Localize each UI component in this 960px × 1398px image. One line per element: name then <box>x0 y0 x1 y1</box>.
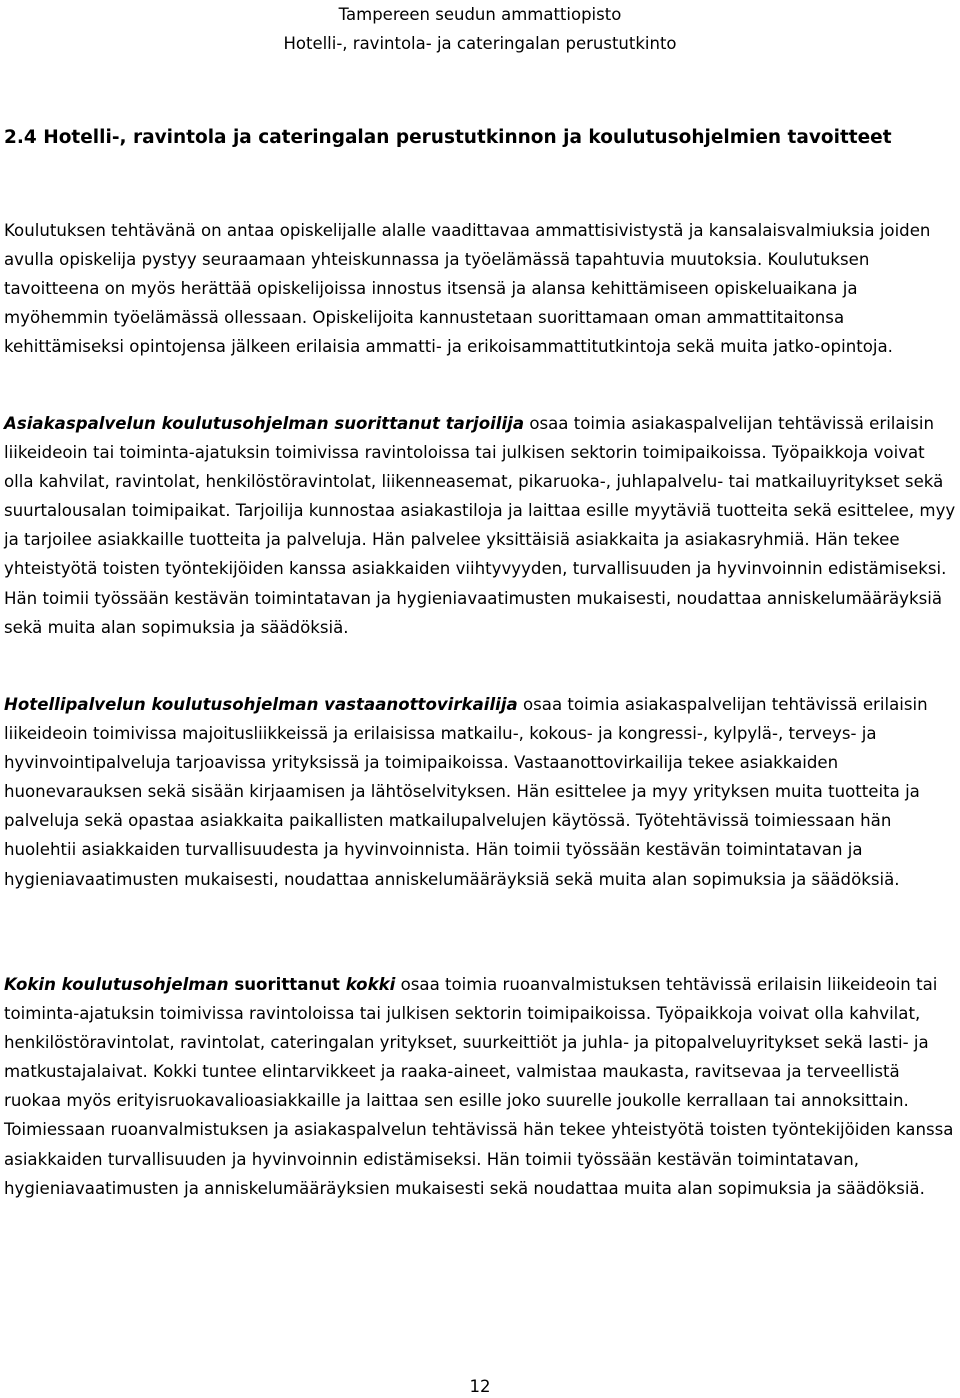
page-header <box>0 0 960 58</box>
kokki-lead-completed: suorittanut <box>228 975 346 994</box>
kokki-text: osaa toimia ruoanvalmistuksen tehtävissä erilaisin liikeideoin tai toiminta-ajatuksin toimivissa ravintoloissa tai julkisen sektorin toimipaikoissa. Työpaikkoja voivat olla kahvilat, henkilöstöravintolat, ravintolat, cateringalan yritykset, suurkeittiöt ja juhla- ja pitopalveluyritykset sekä lasti- ja matkustajalaivat. Kokki tuntee elintarvikkeet ja raaka-aineet, valmistaa maukasta, ravitsevaa ja terveellistä ruokaa myös erityisruokavalioasiakkaille ja laittaa sen esille joko suurelle joukolle kerrallaan tai annoksittain. Toimiessaan ruoanvalmistuksen ja asiakaspalvelun tehtävissä hän tekee yhteistyötä toisten työntekijöiden kanssa asiakkaiden turvallisuuden ja hyvinvoinnin edistämiseksi. Hän toimii työssään kestävän toimintatavan, hygieniavaatimusten ja anniskelumääräyksien mukaisesti sekä noudattaa muita alan sopimuksia ja säädöksiä. <box>4 975 954 1198</box>
hotellipalvelu-lead: Hotellipalvelun koulutusohjelman vastaanottovirkailija <box>4 695 518 714</box>
asiakaspalvelu-lead: Asiakaspalvelun koulutusohjelman suorittanut tarjoilija <box>4 414 525 433</box>
section-title: 2.4 Hotelli-, ravintola ja cateringalan perustutkinnon ja koulutusohjelmien tavoitteet <box>4 127 892 148</box>
asiakaspalvelu-text: osaa toimia asiakaspalvelijan tehtävissä erilaisin liikeideoin tai toiminta-ajatuksin toimivissa ravintoloissa tai julkisen sektorin toimipaikoissa. Työpaikkoja voivat olla kahvilat, ravintolat, henkilöstöravintolat, liikenneasemat, pikaruoka-, juhlapalvelu- tai matkailuyritykset sekä suurtalousalan toimipaikat. Tarjoilija kunnostaa asiakastiloja ja laittaa esille myytäviä tuotteita sekä esittelee, myy ja tarjoilee asiakkaille tuotteita ja palveluja. Hän palvelee yksittäisiä asiakkaita ja asiakasryhmiä. Hän tekee yhteistyötä toisten työntekijöiden kanssa asiakkaiden viihtyvyyden, turvallisuuden ja hyvinvoinnin edistämiseksi. Hän toimii työssään kestävän toimintatavan ja hygieniavaatimusten mukaisesti, noudattaa anniskelumääräyksiä sekä muita alan sopimuksia ja säädöksiä. <box>4 414 956 637</box>
kokki-lead-programme: Kokin koulutusohjelman <box>4 975 229 994</box>
page-number: 12 <box>469 1377 491 1396</box>
intro-text: Koulutuksen tehtävänä on antaa opiskelijalle alalle vaadittavaa ammattisivistystä ja kansalaisvalmiuksia joiden avulla opiskelija pystyy seuraamaan yhteiskunnassa ja työelämässä tapahtuvia muutoksia. Koulutuksen tavoitteena on myös herättää opiskelijoissa innostus itsensä ja alansa kehittämiseen opiskeluaikana ja myöhemmin työelämässä ollessaan. Opiskelijoita kannustetaan suorittamaan oman ammattitaitonsa kehittämiseksi opintojensa jälkeen erilaisia ammatti- ja erikoisammattitutkintoja sekä muita jatko-opintoja. <box>4 221 931 357</box>
intro-paragraph <box>4 216 958 361</box>
header-institution: Tampereen seudun ammattiopisto <box>338 5 622 24</box>
hotellipalvelu-paragraph <box>4 690 958 894</box>
kokki-paragraph <box>4 970 958 1203</box>
kokki-lead-title: kokki <box>345 975 396 994</box>
asiakaspalvelu-paragraph <box>4 409 958 642</box>
header-degree: Hotelli-, ravintola- ja cateringalan perustutkinto <box>283 34 677 53</box>
hotellipalvelu-text: osaa toimia asiakaspalvelijan tehtävissä erilaisin liikeideoin toimivissa majoitusliikkeissä ja erilaisissa matkailu-, kokous- ja kongressi-, kylpylä-, terveys- ja hyvinvointipalveluja tarjoavissa yrityksissä ja toimipaikoissa. Vastaanottovirkailija tekee asiakkaiden huonevarauksen sekä sisään kirjaamisen ja lähtöselvityksen. Hän esittelee ja myy yrityksen muita tuotteita ja palveluja sekä opastaa asiakkaita paikallisten matkailupalvelujen käytössä. Työtehtävissä toimiessaan hän huolehtii asiakkaiden turvallisuudesta ja hyvinvoinnista. Hän toimii työssään kestävän toimintatavan ja hygieniavaatimusten mukaisesti, noudattaa anniskelumääräyksiä sekä muita alan sopimuksia ja säädöksiä. <box>4 695 928 889</box>
